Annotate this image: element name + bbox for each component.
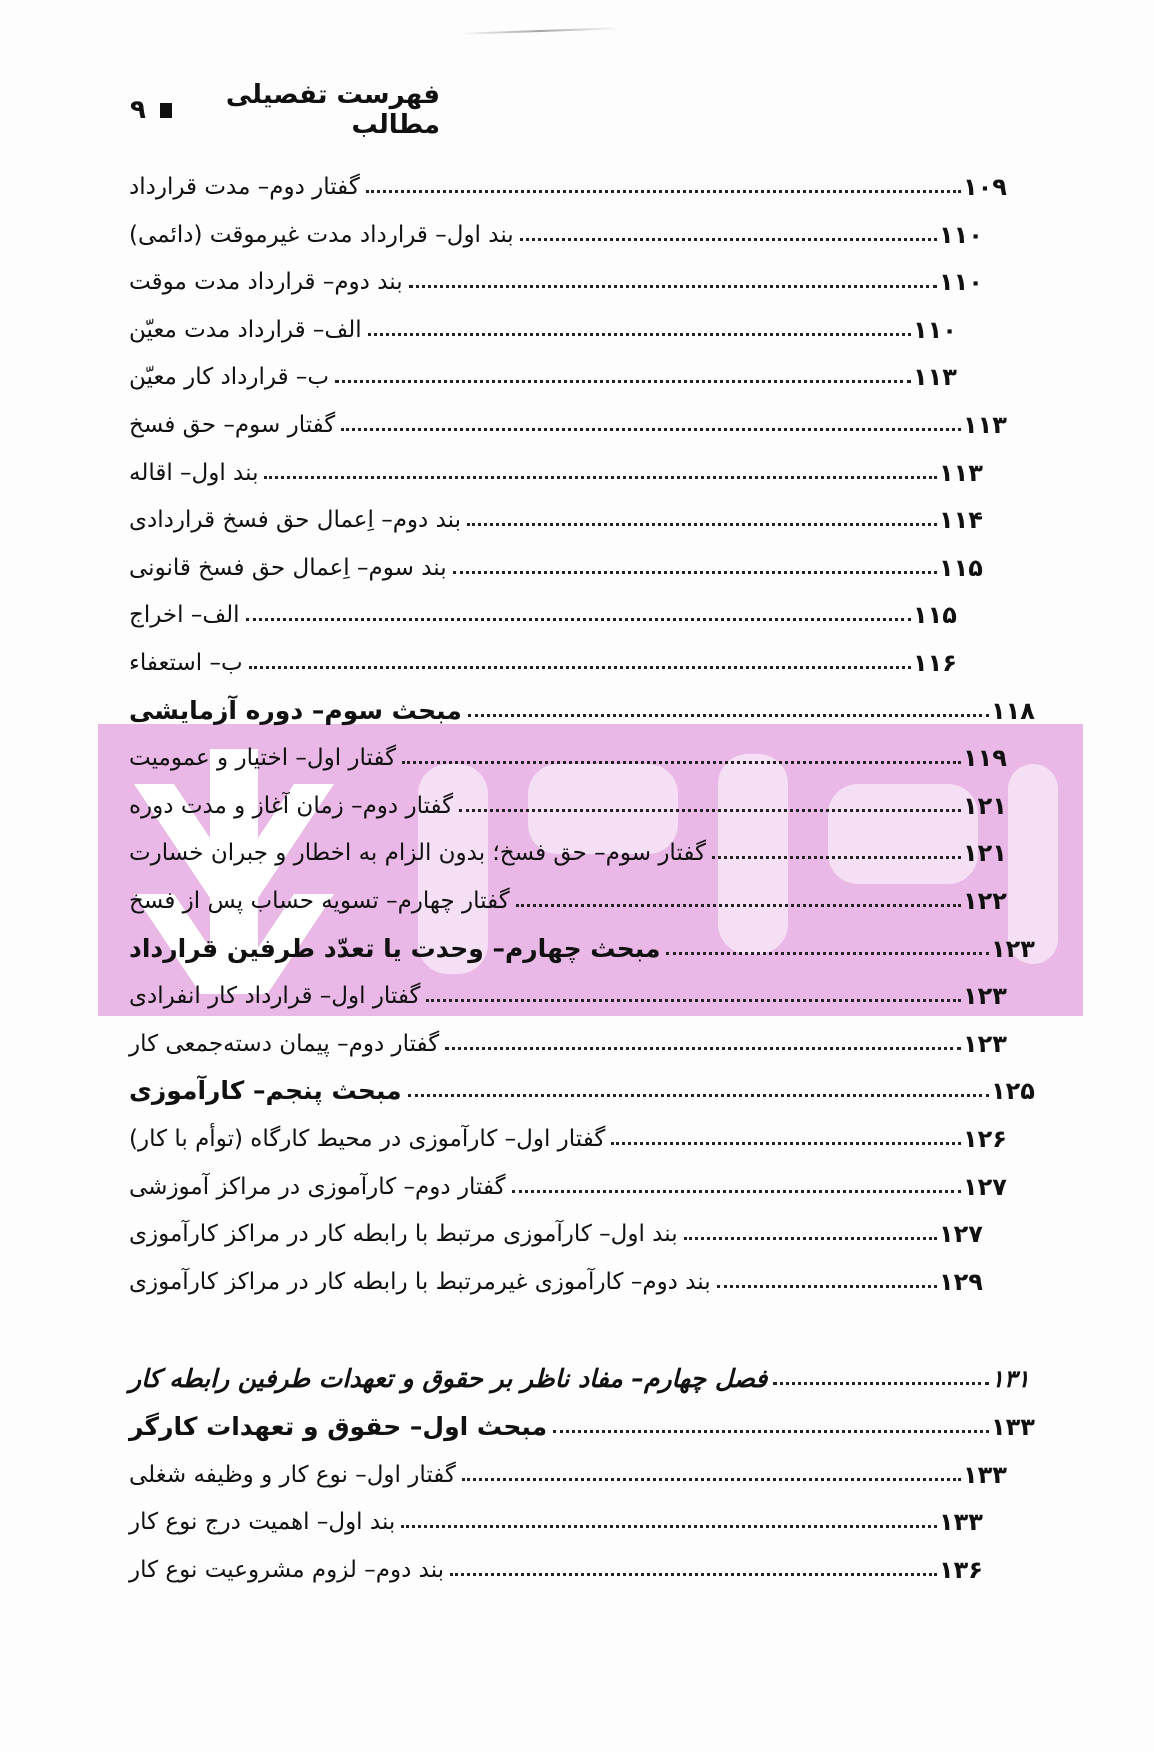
toc-page-number: ۱۱۳ [913, 363, 957, 392]
toc-page-number: ۱۲۷ [963, 1172, 1007, 1201]
toc-entry-title: گفتار سوم– حق فسخ [129, 412, 336, 438]
toc-entry-title: گفتار سوم– حق فسخ؛ بدون الزام به اخطار و جبران خسارت [129, 840, 706, 867]
toc-entry-title: بند اول– اهمیت درج نوع کار [129, 1509, 396, 1536]
toc-entry-title: گفتار دوم– زمان آغاز و مدت دوره [129, 792, 454, 819]
dot-leader [467, 523, 937, 526]
toc-section-row [125, 1400, 1055, 1442]
dot-leader [459, 809, 961, 812]
toc-entry-title: بند دوم– لزوم مشروعیت نوع کار [129, 1556, 445, 1583]
toc-page-number: ۱۳۳ [963, 1460, 1007, 1489]
dot-leader [611, 1142, 961, 1145]
dot-leader [409, 285, 937, 288]
toc-entry-title: گفتار اول– اختیار و عمومیت [129, 745, 397, 772]
toc-entry-row [125, 969, 1055, 1011]
dot-leader [468, 714, 989, 717]
toc-entry-row [125, 255, 1055, 297]
square-bullet-icon [160, 103, 172, 118]
dot-leader [335, 380, 911, 383]
toc-page-number: ۱۱۰ [939, 268, 983, 297]
toc-entry-title: الف– قرارداد مدت معیّن [129, 316, 362, 343]
toc-page-number: ۱۲۳ [991, 934, 1035, 963]
toc-entry-row [125, 350, 1055, 392]
toc-entry-row [125, 1160, 1055, 1202]
dot-leader [712, 856, 961, 859]
toc-entry-row [125, 826, 1055, 868]
running-header [130, 80, 440, 140]
toc-entry-title: فصل چهارم– مفاد ناظر بر حقوق و تعهدات طرفین رابطه کار [129, 1364, 768, 1394]
dot-leader [684, 1237, 937, 1240]
toc-page-number: ۱۲۳ [963, 1029, 1007, 1058]
toc-entry-title: بند اول– کارآموزی مرتبط با رابطه کار در مراکز کارآموزی [129, 1221, 678, 1248]
toc-entry-row [125, 1543, 1055, 1585]
toc-entry-title: گفتار اول– کارآموزی در محیط کارگاه (توأم با کار) [129, 1126, 606, 1152]
toc-page-number: ۱۰۹ [963, 173, 1007, 201]
dot-leader [553, 1430, 989, 1433]
toc-entry-row [125, 446, 1055, 488]
toc-entry-title: گفتار دوم– مدت قرارداد [129, 174, 360, 200]
toc-page-number: ۱۳۳ [991, 1413, 1035, 1441]
toc-entry-row [125, 1255, 1055, 1297]
toc-entry-title: بند اول– قرارداد مدت غیرموقت (دائمی) [129, 221, 514, 248]
toc-page-number: ۱۱۴ [939, 506, 983, 535]
toc-entry-title: بند سوم– اِعمال حق فسخ قانونی [129, 554, 447, 581]
dot-leader [368, 333, 911, 336]
toc-page-number: ۱۲۶ [963, 1125, 1007, 1153]
dot-leader [450, 1573, 937, 1576]
toc-page-number: ۱۳۱ [991, 1365, 1030, 1394]
dot-leader [453, 571, 937, 574]
toc-entry-row [125, 1112, 1055, 1154]
toc-section-row [125, 1064, 1055, 1106]
dot-leader [717, 1285, 937, 1288]
toc-entry-row [125, 1207, 1055, 1249]
toc-entry-row [125, 1448, 1055, 1490]
toc-entry-title: گفتار چهارم– تسویه حساب پس از فسخ [129, 888, 510, 914]
dot-leader [246, 618, 911, 621]
toc-page-number: ۱۳۳ [939, 1508, 983, 1537]
header-title: فهرست تفصیلی مطالب [225, 80, 440, 140]
toc-entry-row [125, 398, 1055, 440]
toc-page-number: ۱۲۱ [963, 839, 1007, 868]
toc-entry-title: بند دوم– اِعمال حق فسخ قراردادی [129, 507, 462, 534]
toc-entry-title: مبحث سوم– دوره آزمایشی [129, 695, 462, 725]
dot-leader [249, 666, 911, 669]
toc-entry-row [125, 493, 1055, 535]
dot-leader [401, 1525, 937, 1528]
dot-leader [402, 761, 961, 764]
toc-page-number: ۱۱۰ [913, 315, 957, 344]
scan-artifact-line [460, 27, 620, 35]
toc-page-number: ۱۱۶ [913, 649, 957, 677]
toc-page-number: ۱۲۳ [963, 982, 1007, 1011]
toc-entry-row [125, 1495, 1055, 1537]
toc-entry-row [125, 779, 1055, 821]
toc-entry-row [125, 874, 1055, 916]
toc-page-number: ۱۱۰ [939, 220, 983, 249]
toc-entry-title: گفتار اول– قرارداد کار انفرادی [129, 983, 421, 1010]
toc-chapter-row [125, 1352, 1055, 1394]
toc-section-row [125, 922, 1055, 964]
toc-entry-title: ب– استعفاء [129, 650, 243, 676]
dot-leader [516, 904, 961, 907]
toc-entry-title: بند اول– اقاله [129, 459, 259, 486]
toc-entry-row [125, 208, 1055, 250]
toc-page-number: ۱۱۹ [963, 744, 1007, 773]
dot-leader [426, 999, 961, 1002]
dot-leader [520, 238, 937, 241]
toc-entry-title: گفتار اول– نوع کار و وظیفه شغلی [129, 1461, 456, 1488]
toc-entry-row [125, 588, 1055, 630]
toc-page-number: ۱۲۱ [963, 791, 1007, 820]
toc-page-number: ۱۲۲ [963, 887, 1007, 915]
toc-entry-row [125, 731, 1055, 773]
toc-entry-title: مبحث اول– حقوق و تعهدات کارگر [129, 1412, 548, 1441]
toc-entry-title: مبحث چهارم– وحدت یا تعدّد طرفین قرارداد [129, 933, 661, 963]
dot-leader [341, 428, 961, 431]
toc-entry-row [125, 1017, 1055, 1059]
dot-leader [773, 1382, 989, 1385]
toc-entry-row [125, 541, 1055, 583]
toc-entry-title: گفتار دوم– پیمان دسته‌جمعی کار [129, 1030, 440, 1057]
toc-entry-row [125, 636, 1055, 678]
toc-entry-row [125, 303, 1055, 345]
toc-page-number: ۱۱۸ [991, 696, 1035, 725]
dot-leader [445, 1047, 961, 1050]
toc-entry-title: بند دوم– قرارداد مدت موقت [129, 269, 403, 296]
toc-entry-title: بند دوم– کارآموزی غیرمرتبط با رابطه کار در مراکز کارآموزی [129, 1268, 711, 1295]
toc-page-number: ۱۳۶ [939, 1555, 983, 1584]
dot-leader [512, 1190, 961, 1193]
toc-page-number: ۱۱۵ [939, 553, 983, 582]
dot-leader [366, 190, 961, 193]
dot-leader [666, 952, 989, 955]
header-page-number: ۹ [130, 95, 146, 125]
dot-leader [264, 476, 937, 479]
toc-entry-title: ب– قرارداد کار معیّن [129, 364, 330, 391]
toc-section-row [125, 684, 1055, 726]
toc-page-number: ۱۲۵ [991, 1077, 1035, 1106]
toc-entry-title: مبحث پنجم– کارآموزی [129, 1076, 402, 1106]
toc-page-number: ۱۱۵ [913, 601, 957, 630]
toc-page-number: ۱۱۳ [963, 411, 1007, 439]
toc-entry-title: الف– اخراج [129, 602, 240, 629]
dot-leader [462, 1478, 961, 1481]
toc-page-number: ۱۲۹ [939, 1267, 983, 1296]
toc-page-number: ۱۱۳ [939, 458, 983, 487]
toc-page-number: ۱۲۷ [939, 1220, 983, 1249]
dot-leader [408, 1094, 989, 1097]
toc-entry-row [125, 160, 1055, 202]
toc-entry-title: گفتار دوم– کارآموزی در مراکز آموزشی [129, 1173, 506, 1200]
